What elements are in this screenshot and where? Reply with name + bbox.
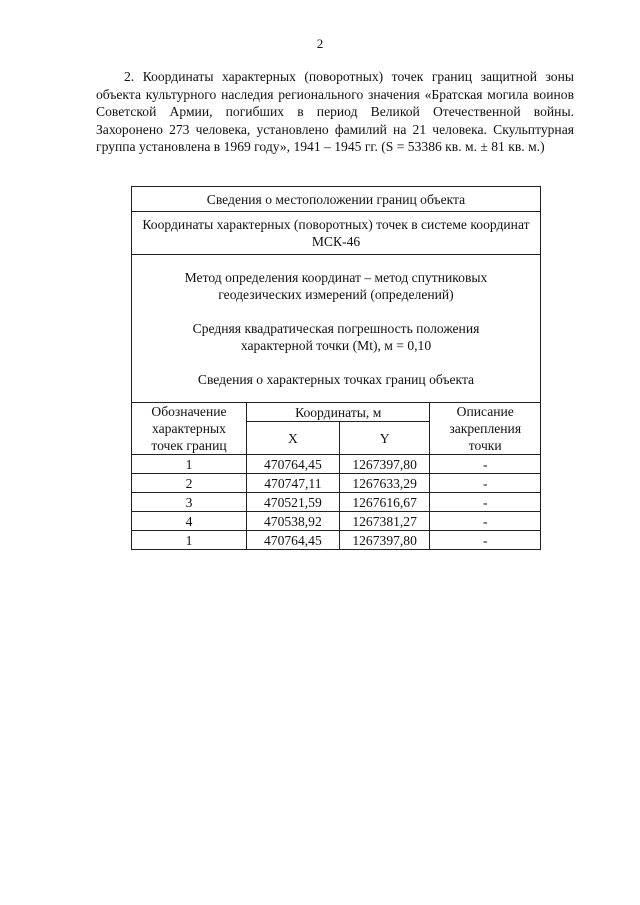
cell-y: 1267633,29: [339, 474, 430, 493]
cell-description: -: [430, 474, 541, 493]
cell-x: 470538,92: [246, 512, 339, 531]
cell-y: 1267397,80: [339, 531, 430, 550]
error-line-1: Средняя квадратическая погрешность положения: [192, 321, 480, 336]
column-header-coordinates: Координаты, м: [246, 403, 429, 422]
column-header-y: Y: [339, 422, 430, 455]
table-heading-location: Сведения о местоположении границ объекта: [132, 187, 541, 212]
method-line-1: Метод определения координат – метод спутниковых: [184, 270, 488, 285]
table-row: [132, 474, 541, 493]
cell-y: 1267616,67: [339, 493, 430, 512]
method-line-2: геодезических измерений (определений): [218, 287, 454, 302]
cell-point: 2: [132, 474, 247, 493]
table-row: [132, 493, 541, 512]
cell-point: 1: [132, 531, 247, 550]
intro-paragraph: 2. Координаты характерных (поворотных) точек границ защитной зоны объекта культурного наследия регионального значения «Братская могила воинов Советской Армии, погибших в период Великой Отечественной войны. Захоронено 273 человека, установлено фамилий на 21 человека. Скульптурная группа установлена в 1969 году», 1941 – 1945 гг. (S = 53386 кв. м. ± 81 кв. м.): [96, 69, 574, 155]
table-method-block: [132, 255, 541, 403]
column-header-designation: Обозначение характерных точек границ: [132, 403, 247, 455]
table-row: [132, 531, 541, 550]
table-heading-coordinate-system: Координаты характерных (поворотных) точек в системе координат МСК-46: [132, 212, 541, 255]
cell-point: 3: [132, 493, 247, 512]
cell-x: 470521,59: [246, 493, 339, 512]
cell-description: -: [430, 531, 541, 550]
column-header-description: Описание закрепления точки: [430, 403, 541, 455]
cell-description: -: [430, 455, 541, 474]
cell-description: -: [430, 512, 541, 531]
points-info-heading: Сведения о характерных точках границ объекта: [197, 372, 475, 387]
cell-point: 1: [132, 455, 247, 474]
cell-y: 1267397,80: [339, 455, 430, 474]
cell-description: -: [430, 493, 541, 512]
table-row: [132, 455, 541, 474]
column-header-x: X: [246, 422, 339, 455]
error-line-2: характерной точки (Mt), м = 0,10: [240, 338, 432, 353]
cell-x: 470747,11: [246, 474, 339, 493]
cell-point: 4: [132, 512, 247, 531]
page-number: 2: [316, 36, 324, 51]
cell-x: 470764,45: [246, 455, 339, 474]
table-row: [132, 512, 541, 531]
coordinates-table: [131, 186, 541, 550]
cell-x: 470764,45: [246, 531, 339, 550]
cell-y: 1267381,27: [339, 512, 430, 531]
